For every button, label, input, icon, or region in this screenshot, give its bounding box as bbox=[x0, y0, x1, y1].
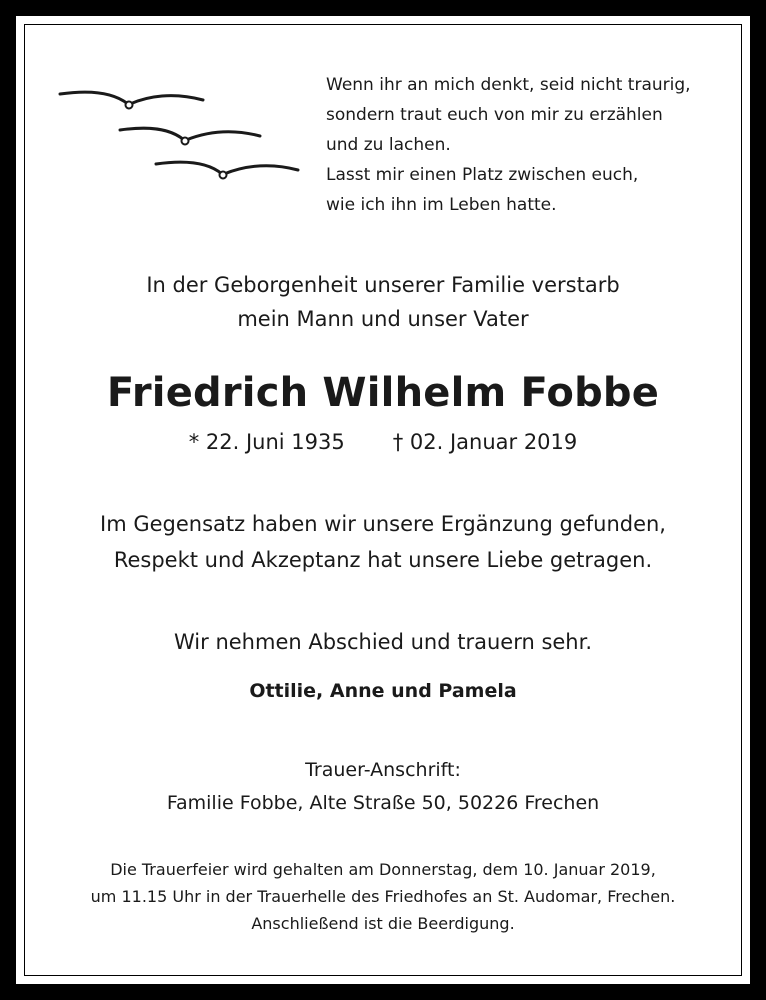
bird-icon bbox=[156, 162, 298, 178]
poem-line: und zu lachen. bbox=[326, 135, 451, 155]
ceremony-line: um 11.15 Uhr in der Trauerhelle des Friedhofes an St. Audomar, Frechen. bbox=[90, 887, 676, 906]
quote-line: Im Gegensatz haben wir unsere Ergänzung gefunden, bbox=[100, 512, 666, 536]
birth-date: * 22. Juni 1935 bbox=[188, 430, 345, 454]
ceremony-line: Anschließend ist die Beerdigung. bbox=[251, 914, 515, 933]
bird-icon bbox=[60, 92, 203, 108]
poem-line: wie ich ihn im Leben hatte. bbox=[326, 195, 557, 215]
address-label: Trauer-Anschrift: bbox=[305, 759, 461, 781]
life-dates bbox=[32, 425, 734, 459]
poem-line: Lasst mir einen Platz zwischen euch, bbox=[326, 165, 639, 185]
quote-text bbox=[32, 506, 734, 578]
deceased-name: Friedrich Wilhelm Fobbe bbox=[106, 370, 660, 416]
flying-birds-icon bbox=[58, 84, 308, 194]
ceremony-line: Die Trauerfeier wird gehalten am Donnerstag, dem 10. Januar 2019, bbox=[110, 860, 656, 879]
family-names: Ottilie, Anne und Pamela bbox=[249, 680, 517, 702]
quote-line: Respekt und Akzeptanz hat unsere Liebe getragen. bbox=[113, 548, 653, 572]
bird-icon bbox=[120, 128, 260, 144]
poem-line: sondern traut euch von mir zu erzählen bbox=[326, 105, 663, 125]
poem-line: Wenn ihr an mich denkt, seid nicht traurig, bbox=[326, 75, 691, 95]
mourning-address bbox=[32, 754, 734, 820]
intro-line: mein Mann und unser Vater bbox=[237, 307, 529, 331]
intro-line: In der Geborgenheit unserer Familie verstarb bbox=[146, 273, 620, 297]
farewell-text: Wir nehmen Abschied und trauern sehr. bbox=[174, 630, 592, 654]
poem bbox=[326, 70, 726, 220]
intro-text bbox=[32, 268, 734, 336]
address-value: Familie Fobbe, Alte Straße 50, 50226 Frechen bbox=[166, 792, 600, 814]
ceremony-info bbox=[32, 856, 734, 937]
death-date: † 02. Januar 2019 bbox=[392, 430, 578, 454]
